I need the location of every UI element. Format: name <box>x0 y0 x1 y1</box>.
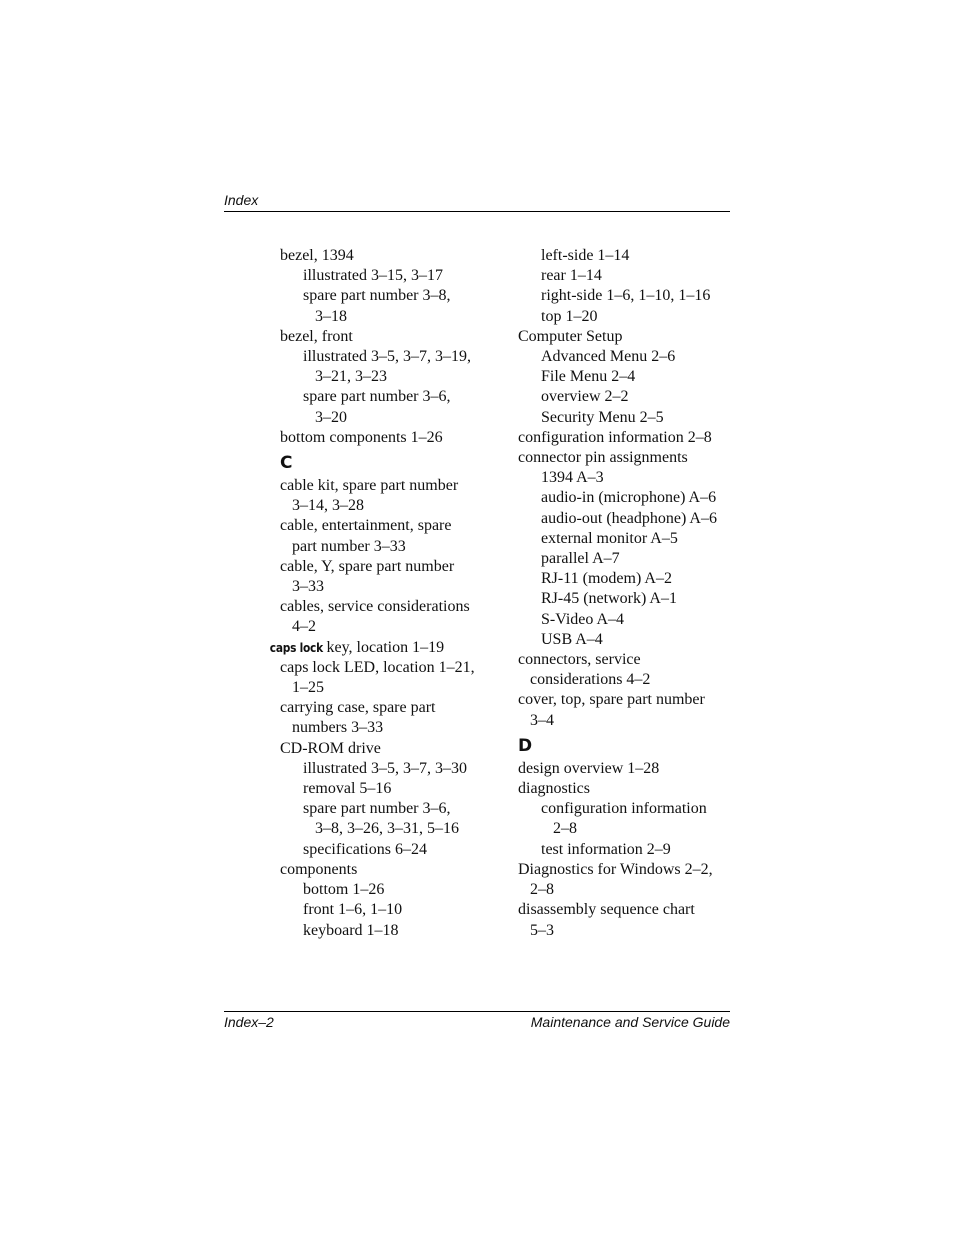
index-subentry <box>518 246 738 266</box>
entry-line: bottom components 1–26 <box>280 428 443 446</box>
index-subentry <box>518 286 738 306</box>
book-title: Maintenance and Service Guide <box>530 1014 730 1030</box>
index-entry <box>518 779 738 799</box>
entry-line: Advanced Menu 2–6 <box>541 348 676 366</box>
entry-continuation: 3–21, 3–23 <box>315 368 387 386</box>
entry-line: top 1–20 <box>541 307 598 325</box>
entry-continuation: 1–25 <box>292 679 324 697</box>
entry-line: right-side 1–6, 1–10, 1–16 <box>541 287 711 305</box>
entry-line: audio-in (microphone) A–6 <box>541 489 717 507</box>
entry-line: Diagnostics for Windows 2–2, <box>518 860 713 878</box>
entry-line: audio-out (headphone) A–6 <box>541 509 717 527</box>
entry-line <box>269 638 500 658</box>
entry-continuation: 4–2 <box>292 618 316 636</box>
entry-continuation: 3–33 <box>292 578 324 596</box>
index-subentry <box>518 630 738 650</box>
index-entry <box>280 327 500 347</box>
index-entry <box>518 860 738 900</box>
entry-continuation: 2–8 <box>553 820 577 838</box>
entry-line: illustrated 3–5, 3–7, 3–30 <box>303 759 467 777</box>
index-subentry <box>518 367 738 387</box>
index-subentry <box>280 799 500 839</box>
index-subentry <box>518 569 738 589</box>
index-subentry <box>518 387 738 407</box>
index-entry <box>518 428 738 448</box>
entry-line: spare part number 3–6, <box>303 800 451 818</box>
index-entry <box>518 759 738 779</box>
entry-line: connector pin assignments <box>518 449 688 467</box>
entry-line: USB A–4 <box>541 630 603 648</box>
entry-line: overview 2–2 <box>541 388 629 406</box>
index-entry <box>280 476 500 516</box>
entry-line: components <box>280 860 358 878</box>
index-subentry <box>280 759 500 779</box>
entry-line: bottom 1–26 <box>303 881 385 899</box>
entry-line: diagnostics <box>518 780 590 798</box>
entry-continuation: 5–3 <box>530 921 554 939</box>
entry-line: RJ-45 (network) A–1 <box>541 590 677 608</box>
page-number: Index–2 <box>224 1014 274 1030</box>
entry-line: configuration information <box>541 800 707 818</box>
index-subentry <box>518 840 738 860</box>
entry-line: test information 2–9 <box>541 840 671 858</box>
entry-continuation: part number 3–33 <box>292 537 406 555</box>
entry-line: cable, entertainment, spare <box>280 517 452 535</box>
entry-line: 1394 A–3 <box>541 469 604 487</box>
entry-continuation: 3–4 <box>530 711 554 729</box>
index-entry <box>518 690 738 730</box>
entry-continuation: 3–14, 3–28 <box>292 497 364 515</box>
header-rule <box>224 211 730 212</box>
entry-line: keyboard 1–18 <box>303 921 399 939</box>
index-entry <box>518 900 738 940</box>
index-subentry <box>518 408 738 428</box>
entry-line: design overview 1–28 <box>518 759 660 777</box>
entry-line: configuration information 2–8 <box>518 428 712 446</box>
section-heading: D <box>518 735 533 756</box>
index-entry <box>280 597 500 637</box>
index-subentry <box>280 921 500 941</box>
index-entry <box>518 448 738 468</box>
entry-line: bezel, 1394 <box>280 247 354 264</box>
entry-line: Computer Setup <box>518 327 623 345</box>
keyboard-key-label: caps lock <box>269 639 323 655</box>
page-header: Index <box>224 192 259 208</box>
index-entry <box>280 428 500 448</box>
index-subentry <box>280 900 500 920</box>
entry-line: cable kit, spare part number <box>280 477 459 495</box>
index-subentry <box>518 799 738 839</box>
entry-line: caps lock LED, location 1–21, <box>280 658 475 676</box>
index-subentry <box>518 307 738 327</box>
index-entry <box>518 650 738 690</box>
entry-line: cables, service considerations <box>280 598 470 616</box>
index-subentry <box>280 266 500 286</box>
entry-line: spare part number 3–6, <box>303 388 451 406</box>
page-footer <box>224 1012 730 1032</box>
index-subentry <box>518 347 738 367</box>
entry-continuation: 2–8 <box>530 881 554 899</box>
entry-line: File Menu 2–4 <box>541 368 636 386</box>
index-subentry <box>280 286 500 326</box>
entry-line: RJ-11 (modem) A–2 <box>541 570 672 588</box>
entry-line: disassembly sequence chart <box>518 901 695 919</box>
index-entry <box>280 860 500 880</box>
entry-line: bezel, front <box>280 327 353 345</box>
index-entry <box>280 246 500 266</box>
entry-line: illustrated 3–5, 3–7, 3–19, <box>303 348 471 366</box>
index-subentry <box>518 266 738 286</box>
index-entry <box>280 739 500 759</box>
index-subentry <box>518 549 738 569</box>
index-entry <box>280 516 500 556</box>
entry-continuation: 3–18 <box>315 307 347 325</box>
section-heading: C <box>280 453 293 474</box>
entry-text: key, location 1–19 <box>322 638 445 656</box>
index-entry <box>269 638 500 658</box>
entry-line: carrying case, spare part <box>280 699 436 717</box>
entry-line: parallel A–7 <box>541 550 620 568</box>
index-subentry <box>518 468 738 488</box>
entry-line: spare part number 3–8, <box>303 287 451 305</box>
entry-continuation: 3–8, 3–26, 3–31, 5–16 <box>315 820 459 838</box>
index-subentry <box>280 840 500 860</box>
index-subentry <box>280 387 500 427</box>
index-column-left <box>269 246 500 941</box>
entry-line: front 1–6, 1–10 <box>303 901 403 919</box>
entry-line: rear 1–14 <box>541 267 602 285</box>
index-subentry <box>518 529 738 549</box>
index-entry <box>518 327 738 347</box>
entry-line: left-side 1–14 <box>541 247 630 264</box>
index-entry <box>280 557 500 597</box>
entry-line: S-Video A–4 <box>541 610 625 628</box>
index-subentry <box>518 589 738 609</box>
entry-line: connectors, service <box>518 651 641 669</box>
index-subentry <box>280 347 500 387</box>
index-subentry <box>518 610 738 630</box>
entry-line: CD-ROM drive <box>280 739 381 757</box>
entry-continuation: numbers 3–33 <box>292 719 384 737</box>
index-entry <box>280 658 500 698</box>
entry-continuation: 3–20 <box>315 408 347 426</box>
entry-line: illustrated 3–15, 3–17 <box>303 267 443 285</box>
entry-line: cable, Y, spare part number <box>280 557 455 575</box>
entry-line: specifications 6–24 <box>303 840 427 858</box>
index-subentry <box>518 509 738 529</box>
entry-line: removal 5–16 <box>303 780 392 798</box>
index-subentry <box>280 779 500 799</box>
index-subentry <box>518 488 738 508</box>
index-entry <box>280 698 500 738</box>
entry-continuation: considerations 4–2 <box>530 671 651 689</box>
entry-line: Security Menu 2–5 <box>541 408 664 426</box>
entry-line: cover, top, spare part number <box>518 691 705 709</box>
entry-line: external monitor A–5 <box>541 529 678 547</box>
index-column-right <box>518 246 738 941</box>
index-subentry <box>280 880 500 900</box>
